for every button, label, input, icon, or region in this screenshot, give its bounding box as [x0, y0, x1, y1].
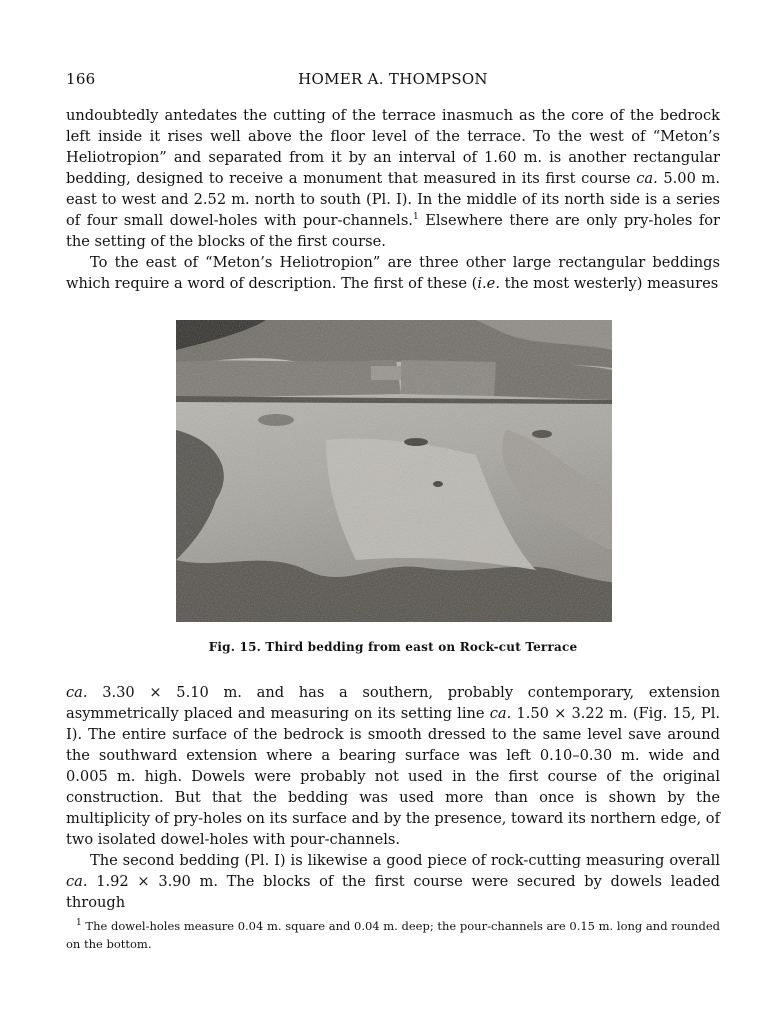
footnote-marker: 1	[76, 918, 82, 929]
rock-terrace-photo	[176, 320, 612, 622]
figure-caption: Fig. 15. Third bedding from east on Rock-cut Terrace	[208, 640, 578, 654]
footnote	[66, 917, 720, 953]
footnote-text: The dowel-holes measure 0.04 m. square and 0.04 m. deep; the pour-channels are 0.15 m. long and rounded on the bottom.	[66, 919, 720, 951]
page-header	[66, 70, 720, 92]
paragraph-1: undoubtedly antedates the cutting of the terrace inasmuch as the core of the bedrock left inside it rises well above the floor level of the terrace. To the west of “Meton’s Heliotropion” and separated from it by an interval of 1.60 m. is another rectangular bedding, designed to receive a monument that measured in its first course ca. 5.00 m. east to west and 2.52 m. north to south (Pl. I). In the middle of its north side is a series of four small dowel-holes with pour-channels.$^1$ Elsewhere there are only pry-holes for the setting of the blocks of the first course.	[66, 107, 720, 250]
paragraph-2: To the east of “Meton’s Heliotropion” are three other large rectangular beddings which require a word of description. The first of these (i.e. the most westerly) measures	[66, 254, 720, 292]
paragraph-3: ca. 3.30 × 5.10 m. and has a southern, probably contemporary, extension asymmetrically placed and measuring on its setting line ca. 1.50 × 3.22 m. (Fig. 15, Pl. I). The entire surface of the bedrock is smooth dressed to the same level save around the southward extension where a bearing surface was left 0.10–0.30 m. wide and 0.005 m. high. Dowels were probably not used in the first course of the original construction. But that the bedding was used more than once is shown by the multiplicity of pry-holes on its surface and by the presence, toward its northern edge, of two isolated dowel-holes with pour-channels.	[66, 684, 720, 848]
page-number: 166	[66, 70, 96, 88]
figure-photograph	[176, 320, 612, 622]
running-title: HOMER A. THOMPSON	[298, 70, 488, 88]
paragraph-4: The second bedding (Pl. I) is likewise a good piece of rock-cutting measuring overall ca. 1.92 × 3.90 m. The blocks of the first course were secured by dowels leaded through	[66, 852, 720, 911]
footnote-reference[interactable]: 1	[412, 212, 419, 223]
